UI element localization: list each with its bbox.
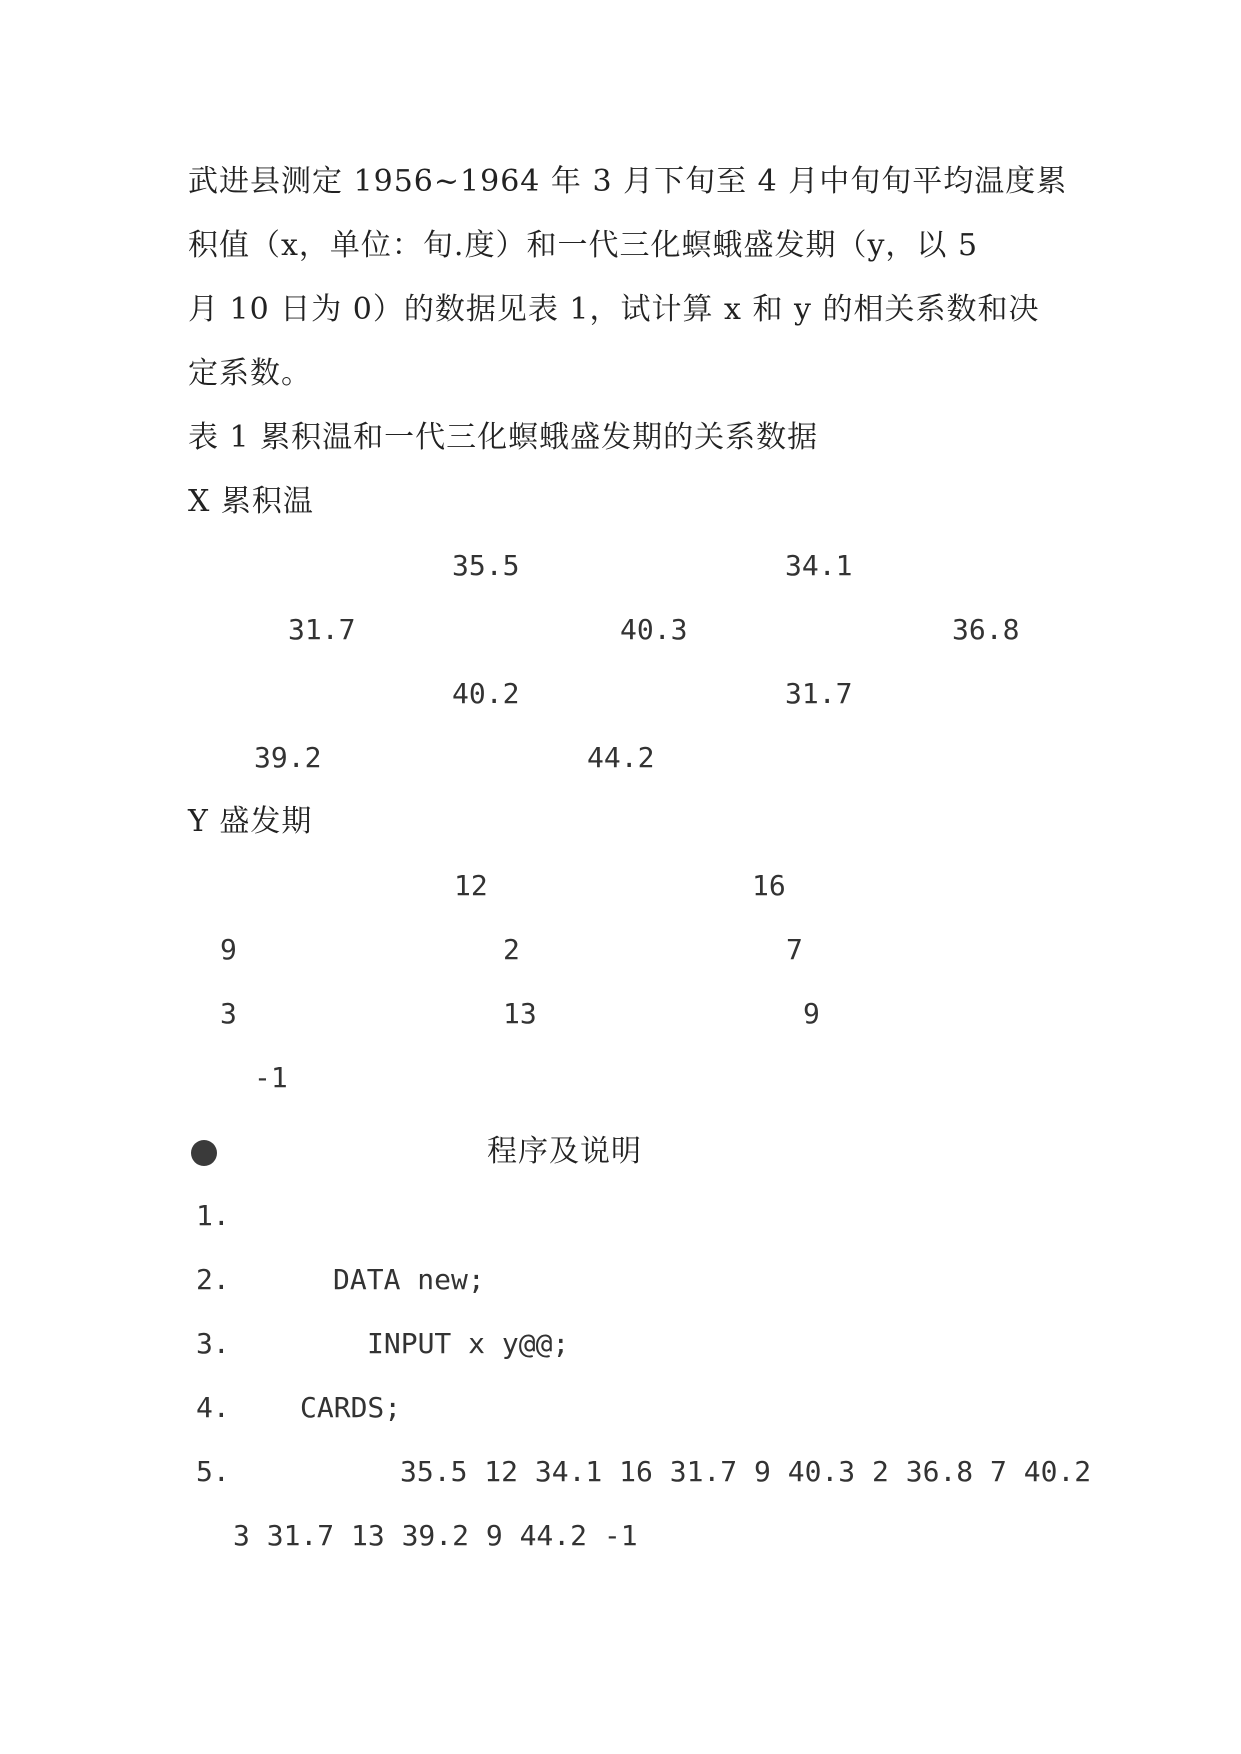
x-value: 34.1 (785, 549, 853, 582)
y-value: 12 (454, 869, 488, 902)
y-value: 9 (803, 997, 820, 1030)
problem-line-4: 定系数。 (188, 356, 312, 391)
x-value: 31.7 (288, 613, 356, 646)
code-line-number: 4. (196, 1391, 230, 1424)
table-caption: 表 1 累积温和一代三化螟蛾盛发期的关系数据 (188, 420, 819, 455)
y-value: 16 (752, 869, 786, 902)
x-value: 39.2 (254, 741, 322, 774)
y-value: -1 (254, 1061, 288, 1094)
code-line-text: CARDS; (300, 1391, 402, 1424)
y-value: 13 (503, 997, 537, 1030)
problem-line-2: 积值（x，单位：旬.度）和一代三化螟蛾盛发期（y，以 5 (188, 228, 979, 263)
code-continuation: 3 31.7 13 39.2 9 44.2 -1 (233, 1519, 638, 1552)
code-line-number: 2. (196, 1263, 230, 1296)
y-label: Y 盛发期 (188, 804, 313, 839)
code-line-text: DATA new; (333, 1263, 485, 1296)
x-label: X 累积温 (188, 484, 314, 519)
x-value: 36.8 (952, 613, 1020, 646)
y-value: 7 (786, 933, 803, 966)
y-value: 9 (220, 933, 237, 966)
x-value: 40.2 (452, 677, 520, 710)
code-line-number: 5. (196, 1455, 230, 1488)
code-line-text: 35.5 12 34.1 16 31.7 9 40.3 2 36.8 7 40.2 (400, 1455, 1092, 1488)
x-value: 44.2 (587, 741, 655, 774)
y-value: 2 (503, 933, 520, 966)
y-value: 3 (220, 997, 237, 1030)
problem-line-3: 月 10 日为 0）的数据见表 1，试计算 x 和 y 的相关系数和决 (188, 292, 1040, 327)
x-value: 35.5 (452, 549, 520, 582)
x-value: 31.7 (785, 677, 853, 710)
bullet-icon (191, 1140, 217, 1166)
code-line-number: 3. (196, 1327, 230, 1360)
code-line-text: INPUT x y@@; (367, 1327, 570, 1360)
code-line-number: 1. (196, 1199, 230, 1232)
x-value: 40.3 (620, 613, 688, 646)
problem-line-1: 武进县测定 1956~1964 年 3 月下旬至 4 月中旬旬平均温度累 (188, 164, 1068, 199)
section-title: 程序及说明 (487, 1134, 642, 1169)
